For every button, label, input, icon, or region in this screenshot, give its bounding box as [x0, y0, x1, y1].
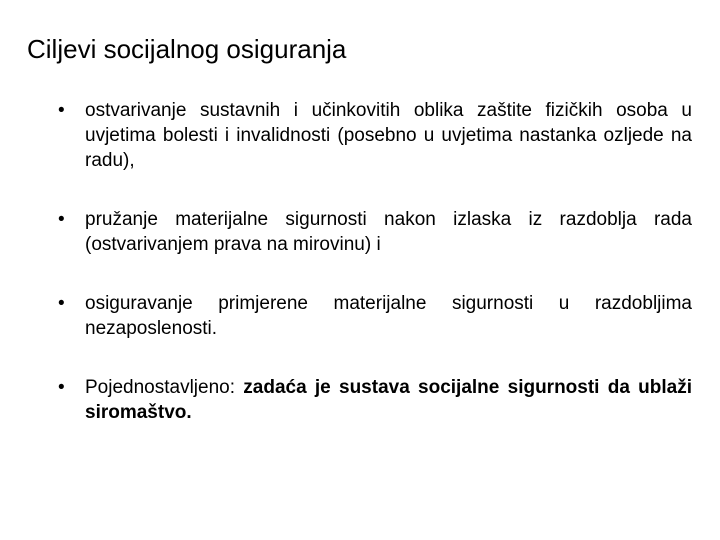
bullet-dot-icon: • — [58, 209, 65, 230]
bullet-text: ostvarivanje sustavnih i učinkovitih oblika zaštite fizičkih osoba u uvjetima bolesti i invalidnosti (posebno u uvjetima nastanka ozljede na radu), — [85, 100, 692, 171]
bullet-item — [58, 375, 692, 425]
bullet-dot-icon: • — [58, 100, 65, 121]
bullet-dot-icon: • — [58, 293, 65, 314]
bullet-text-bold: zadaća je sustava socijalne sigurnosti da ublaži siromaštvo. — [85, 377, 692, 423]
bullet-item — [58, 98, 692, 173]
bullet-text: osiguravanje primjerene materijalne sigurnosti u razdobljima nezaposlenosti. — [85, 293, 692, 339]
slide-title: Ciljevi socijalnog osiguranja — [27, 34, 347, 64]
bullet-item — [58, 291, 692, 341]
bullet-text: pružanje materijalne sigurnosti nakon izlaska iz razdoblja rada (ostvarivanjem prava na mirovinu) i — [85, 209, 692, 255]
bullet-dot-icon: • — [58, 377, 65, 398]
bullet-text-regular: Pojednostavljeno: — [85, 377, 244, 398]
bullet-item — [58, 207, 692, 257]
bullet-list — [58, 98, 692, 425]
